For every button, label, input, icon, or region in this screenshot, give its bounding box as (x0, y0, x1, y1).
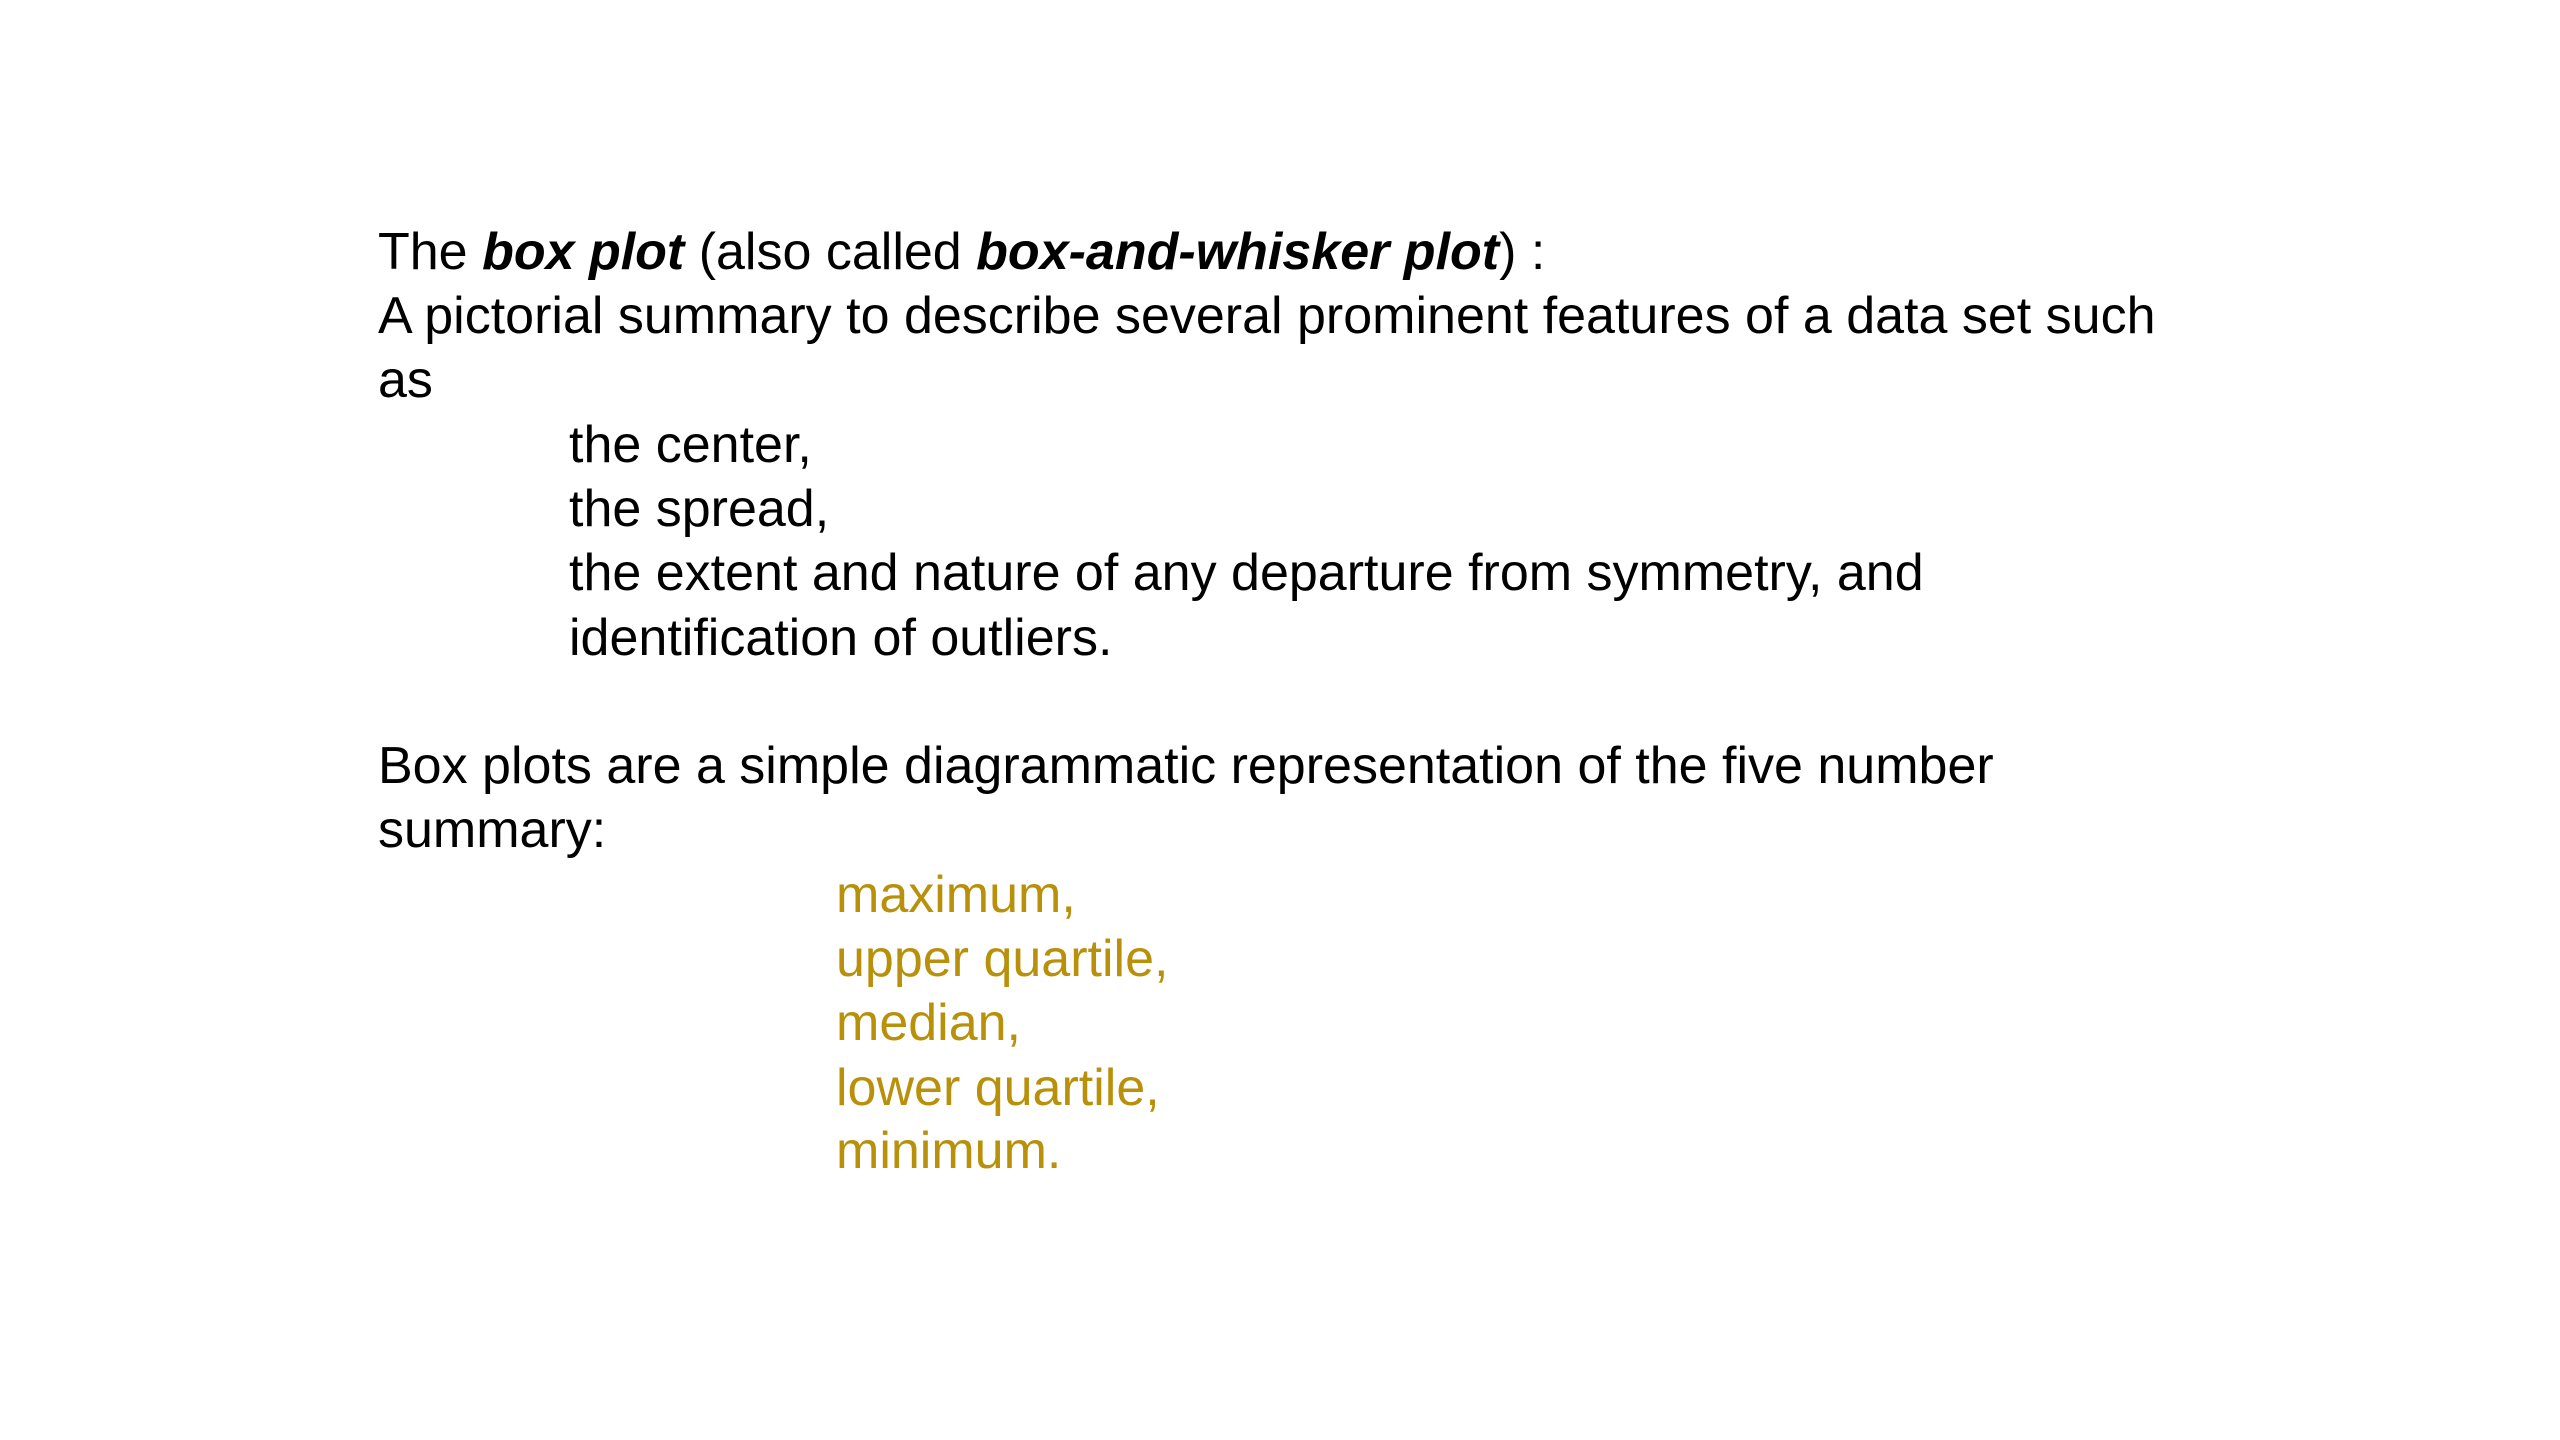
summary-item-lower-quartile: lower quartile, (836, 1059, 1160, 1117)
summary-item-upper-quartile: upper quartile, (836, 930, 1169, 988)
feature-spread: the spread, (569, 480, 830, 538)
heading-suffix: ) : (1499, 223, 1546, 281)
box-plot-heading (378, 220, 1545, 284)
five-number-intro-line-1: Box plots are a simple diagrammatic representation of the five number (378, 737, 1994, 795)
feature-outliers: identification of outliers. (569, 609, 1113, 667)
summary-item-median: median, (836, 994, 1021, 1052)
summary-item-maximum: maximum, (836, 866, 1076, 924)
feature-symmetry: the extent and nature of any departure from symmetry, and (569, 544, 1924, 602)
heading-prefix: The (378, 223, 483, 281)
term-box-and-whisker-plot: box-and-whisker plot (976, 223, 1500, 281)
definition-line-2: as (378, 351, 433, 409)
definition-line-1: A pictorial summary to describe several prominent features of a data set such (378, 287, 2156, 345)
heading-middle: (also called (684, 223, 977, 281)
five-number-intro-line-2: summary: (378, 801, 607, 859)
feature-center: the center, (569, 416, 812, 474)
summary-item-minimum: minimum. (836, 1122, 1062, 1180)
term-box-plot: box plot (482, 223, 685, 281)
